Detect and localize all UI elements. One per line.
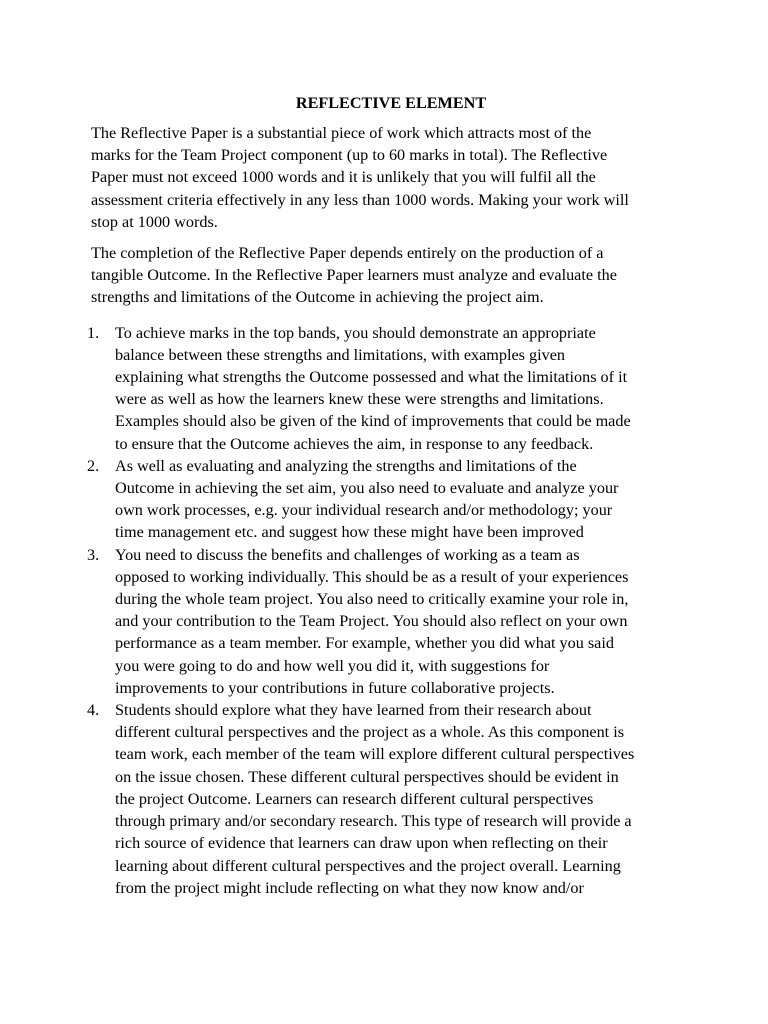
- list-item-text: You need to discuss the benefits and challenges of working as a team as opposed to working individually. This should be as a result of your experiences during the whole team project. You also need to critically examine your role in, and your contribution to the Team Project. You should also reflect on your own performance as a team member. For example, whether you did what you said you were going to do and how well you did it, with suggestions for improvements to your contributions in future collaborative projects.: [115, 545, 629, 697]
- intro-paragraph-2: The completion of the Reflective Paper depends entirely on the production of a tangible Outcome. In the Reflective Paper learners must analyze and evaluate the strengths and limitations of the Outcome in achieving the project aim.: [91, 244, 617, 307]
- list-item: [87, 322, 691, 455]
- list-item: [87, 455, 691, 544]
- document-body: [87, 92, 691, 899]
- list-item: [87, 699, 691, 899]
- list-item-text: As well as evaluating and analyzing the strengths and limitations of the Outcome in achieving the set aim, you also need to evaluate and analyze your own work processes, e.g. your individual research and/or methodology; your time management etc. and suggest how these might have been improved: [115, 456, 619, 542]
- criteria-list: [87, 322, 691, 899]
- intro-paragraph-1: The Reflective Paper is a substantial piece of work which attracts most of the marks for the Team Project component (up to 60 marks in total). The Reflective Paper must not exceed 1000 words and it is unlikely that you will fulfil all the assessment criteria effectively in any less than 1000 words. Making your work will stop at 1000 words.: [91, 124, 629, 231]
- list-item-text: To achieve marks in the top bands, you should demonstrate an appropriate balance between these strengths and limitations, with examples given explaining what strengths the Outcome possessed and what the limitations of it were as well as how the learners knew these were strengths and limitations. Examples should also be given of the kind of improvements that could be made to ensure that the Outcome achieves the aim, in response to any feedback.: [115, 323, 631, 453]
- list-item-number: 4.: [87, 701, 100, 720]
- list-item-number: 3.: [87, 545, 100, 564]
- list-item: [87, 544, 691, 699]
- list-item-number: 1.: [87, 323, 100, 342]
- document-title: REFLECTIVE ELEMENT: [295, 94, 487, 112]
- list-item-number: 2.: [87, 456, 100, 475]
- list-item-text: Students should explore what they have learned from their research about different cultural perspectives and the project as a whole. As this component is team work, each member of the team will explore different cultural perspectives on the issue chosen. These different cultural perspectives should be evident in the project Outcome. Learners can research different cultural perspectives through primary and/or secondary research. This type of research will provide a rich source of evidence that learners can draw upon when reflecting on their learning about different cultural perspectives and the project overall. Learning from the project might include reflecting on what they now know and/or: [115, 701, 635, 897]
